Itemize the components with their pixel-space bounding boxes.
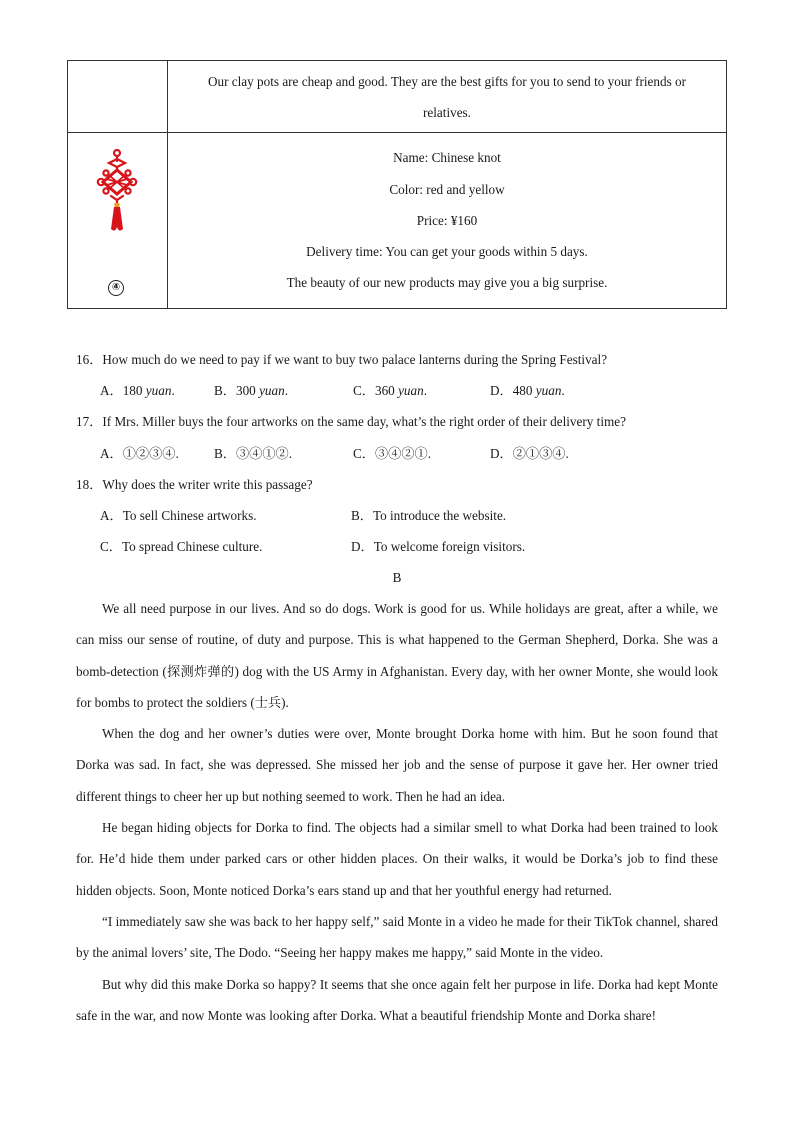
question-18-options-row1 — [76, 500, 726, 531]
option-17-d: D．②①③④. — [490, 445, 569, 461]
question-17-options — [76, 438, 726, 469]
knot-delivery: Delivery time: You can get your goods within 5 days. — [306, 244, 588, 260]
option-18-a: A．To sell Chinese artworks. — [100, 507, 257, 523]
knot-name: Name: Chinese knot — [393, 150, 501, 166]
option-16-a: A．180 yuan. — [100, 383, 175, 399]
product-row-chinese-knot — [68, 133, 727, 309]
passage-paragraph-3: He began hiding objects for Dorka to find. The objects had a similar smell to what Dorka had been trained to look for. He’d hide them under parked cars or other hidden places. On their walks, it would be Dorka’s job to find these hidden objects. Soon, Monte noticed Dorka’s ears stand up and that her youthful energy had returned. — [76, 820, 718, 898]
questions-section — [76, 344, 726, 562]
product-table — [67, 60, 727, 309]
option-18-b: B．To introduce the website. — [351, 507, 507, 523]
passage-paragraph-5: But why did this make Dorka so happy? It seems that she once again felt her purpose in life. Dorka had kept Monte safe in the war, and now Monte was looking after Dorka. What a beautiful friendship Monte and Dorka share! — [76, 976, 718, 1023]
option-16-d: D．480 yuan. — [490, 383, 565, 399]
product-description-cell — [168, 61, 727, 133]
passage-paragraph-1: We all need purpose in our lives. And so do dogs. Work is good for us. While holidays are great, after a while, we can miss our sense of routine, of duty and purpose. This is what happened to the German Shepherd, Dorka. She was a bomb-detection (探测炸弹的) dog with the US Army in Afghanistan. Every day, with her owner Monte, she would look for bombs to protect the soldiers (士兵). — [76, 601, 718, 710]
reading-passage — [76, 593, 718, 1031]
option-18-c: C．To spread Chinese culture. — [100, 539, 263, 555]
question-18-stem: 18．Why does the writer write this passage? — [76, 476, 313, 492]
question-18-options-row2 — [76, 531, 726, 562]
passage-paragraph-2: When the dog and her owner’s duties were over, Monte brought Dorka home with him. But he soon found that Dorka was sad. In fact, she was depressed. She missed her job and the sense of purpose it gave her. Her owner tried different things to cheer her up but nothing seemed to work. Then he had an idea. — [76, 726, 718, 804]
product-row-clay-pots — [68, 61, 727, 133]
option-16-c: C．360 yuan. — [353, 383, 427, 399]
question-16-options — [76, 375, 726, 406]
option-18-d: D．To welcome foreign visitors. — [351, 539, 526, 555]
option-17-b: B．③④①②. — [214, 445, 293, 461]
option-16-b: B．300 yuan. — [214, 383, 288, 399]
clay-pots-text: Our clay pots are cheap and good. They are the best gifts for you to send to your friends or relatives. — [207, 73, 687, 120]
item-number-badge: ④ — [108, 280, 124, 296]
image-cell-empty — [68, 61, 168, 133]
section-heading: B — [392, 570, 402, 585]
passage-paragraph-4: “I immediately saw she was back to her happy self,” said Monte in a video he made for their TikTok channel, shared by the animal lovers’ site, The Dodo. “Seeing her happy makes me happy,” said Monte in the video. — [76, 913, 718, 961]
option-17-c: C．③④②①. — [353, 445, 432, 461]
image-cell-knot — [68, 133, 168, 309]
knot-details-cell — [168, 133, 727, 309]
chinese-knot-icon — [95, 149, 139, 233]
question-16-stem: 16．How much do we need to pay if we want to buy two palace lanterns during the Spring Festival? — [76, 352, 608, 367]
question-17-stem: 17．If Mrs. Miller buys the four artworks on the same day, what’s the right order of their delivery time? — [76, 414, 626, 430]
knot-color: Color: red and yellow — [389, 181, 505, 197]
knot-price: Price: ¥160 — [416, 212, 478, 228]
option-17-a: A．①②③④. — [100, 445, 179, 461]
knot-slogan: The beauty of our new products may give you a big surprise. — [286, 275, 608, 291]
